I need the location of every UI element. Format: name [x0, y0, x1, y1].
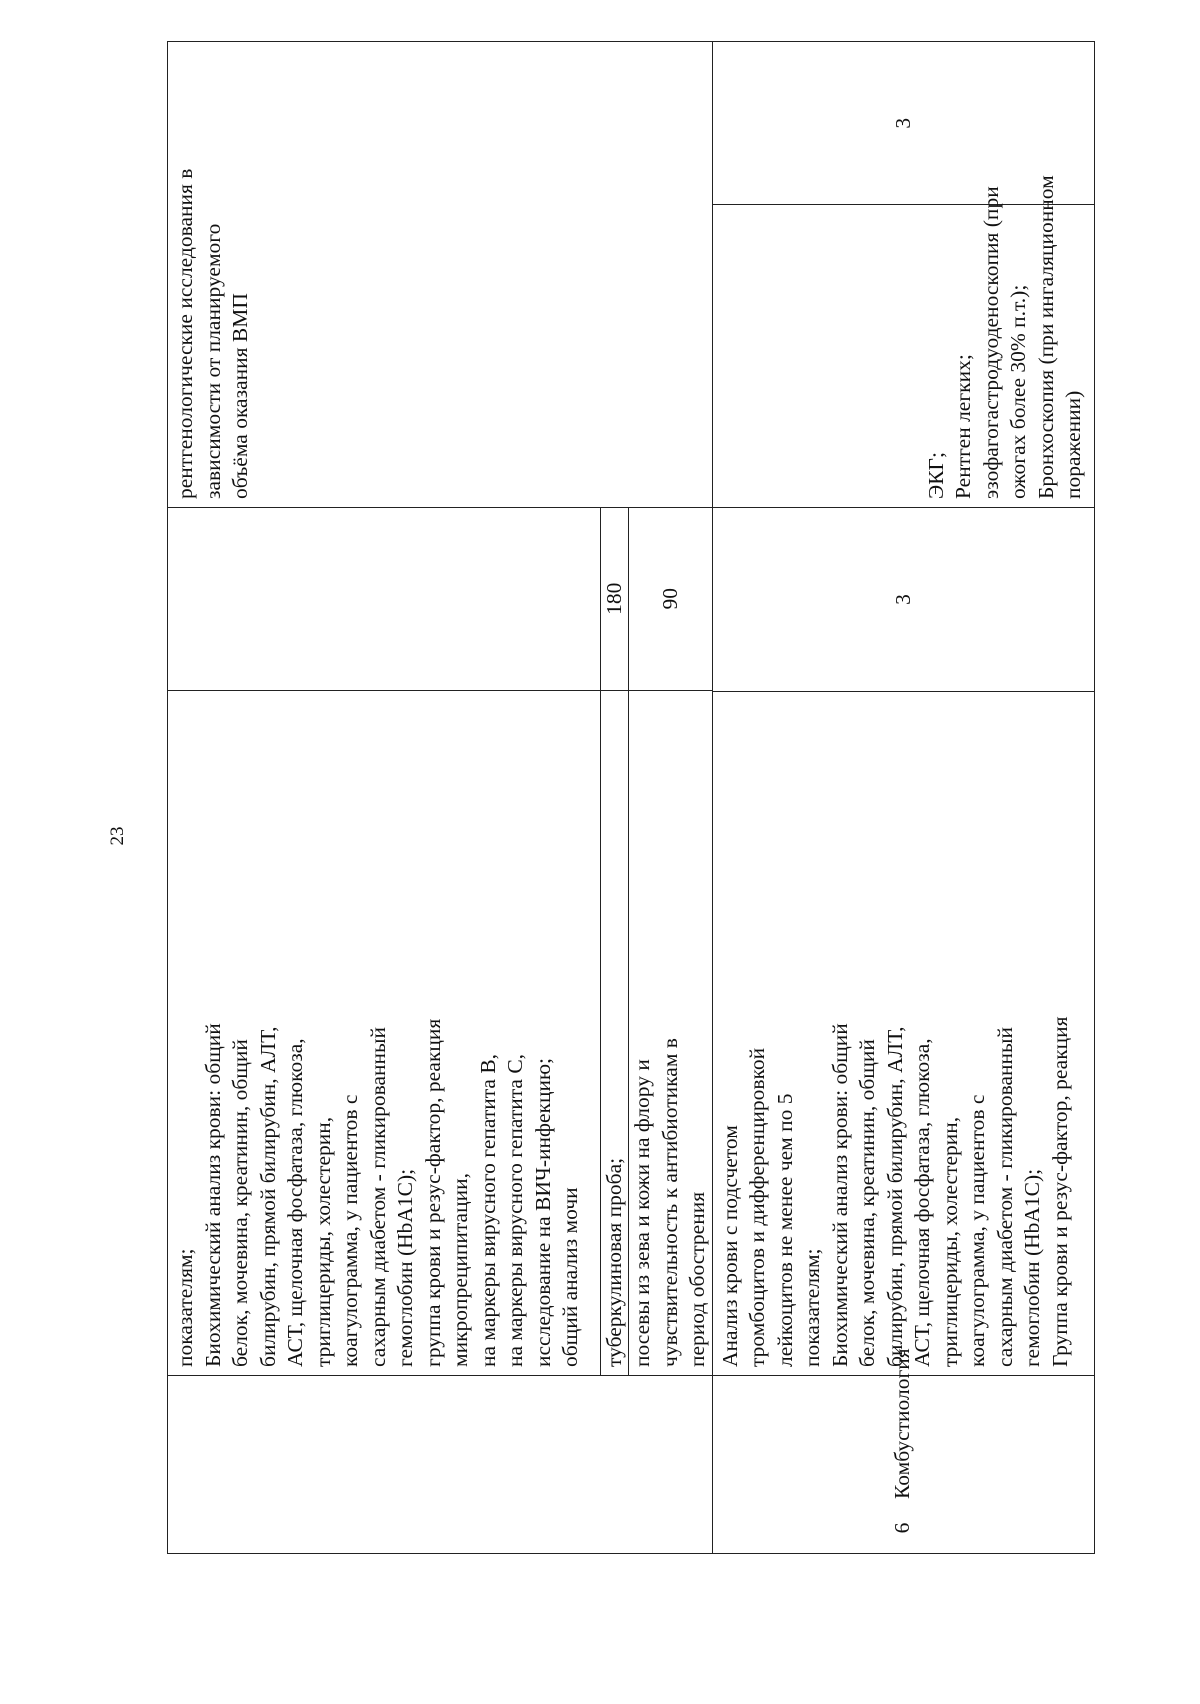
analysis-line: Группа крови и резус-фактор, реакция [1047, 1016, 1072, 1367]
analysis-line: лейкоцитов не менее чем по 5 [772, 1093, 797, 1367]
analysis-line: Биохимический анализ крови: общий [827, 1023, 852, 1367]
analysis-line: показателям; [173, 1248, 197, 1367]
instrumental-line: поражении) [1061, 390, 1085, 499]
analysis-line: сахарным диабетом - гликированный [365, 1027, 390, 1367]
duration-cell [168, 507, 600, 691]
cultures-duration: 90 [629, 507, 712, 691]
instrumental-cell [168, 42, 713, 508]
analysis-line: Анализ крови с подсчетом [717, 1125, 742, 1367]
profile-name: Комбустиология [890, 1348, 915, 1499]
analysis-line: Биохимический анализ крови: общий [200, 1023, 225, 1367]
analysis-line: тромбоцитов и дифференцировкой [745, 1047, 769, 1367]
analysis-line: период обострения [685, 1191, 709, 1367]
instrumental-line: объёма оказания ВМП [228, 293, 252, 499]
analysis-line: гемоглобин (HbA1C); [393, 1168, 417, 1367]
requirements-table [167, 41, 1095, 1554]
analysis-line: АСТ, щелочная фосфатаза, глюкоза, [910, 1038, 934, 1367]
instrumental-line: Рентген легких; [951, 354, 975, 499]
analysis-line: гемоглобин (HbA1C); [1020, 1168, 1044, 1367]
analysis-line: коагулограмма, у пациентов с [965, 1094, 989, 1367]
analysis-line: на маркеры вирусного гепатита B, [475, 1053, 500, 1367]
cultures-cell [629, 691, 712, 1375]
analysis-line: билирубин, прямой билирубин, АЛТ, [882, 1026, 907, 1367]
analysis-line: белок, мочевина, креатинин, общий [228, 1039, 252, 1367]
analysis-line: на маркеры вирусного гепатита C, [503, 1053, 527, 1367]
analysis-line: исследование на ВИЧ-инфекцию; [530, 1057, 555, 1367]
analysis-line: АСТ, щелочная фосфатаза, глюкоза, [283, 1038, 307, 1367]
instrumental-cell [713, 175, 1094, 507]
page-number: 23 [107, 826, 128, 846]
row-number-cell [168, 1376, 713, 1554]
analysis-line: чувствительность к антибиотикам в [657, 1038, 682, 1367]
tuberculin-duration: 180 [600, 507, 629, 691]
instrumental-line: Бронхоскопия (при ингаляционном [1033, 175, 1058, 499]
analysis-line: белок, мочевина, креатинин, общий [855, 1039, 879, 1367]
tuberculin-cell: туберкулиновая проба; [600, 691, 629, 1375]
instrumental-duration: 3 [713, 42, 1094, 205]
duration-cell: 3 [712, 508, 1094, 692]
row-number-text: 6 [890, 1522, 915, 1534]
instrumental-line: ожогах более 30% п.т.); [1006, 284, 1030, 499]
instrumental-line: эзофагогастродуоденоскопия (при [978, 186, 1003, 499]
analysis-line: посевы из зева и кожи на флору и [630, 1059, 654, 1367]
analysis-line: сахарным диабетом - гликированный [992, 1027, 1017, 1367]
analyses-block [168, 508, 713, 1376]
row-number [713, 1503, 1094, 1553]
analysis-line: триглицериды, холестерин, [310, 1116, 335, 1367]
analyses-cell [168, 691, 600, 1375]
analysis-line: группа крови и резус-фактор, реакция [420, 1018, 445, 1367]
instrumental-line: ЭКГ; [923, 452, 948, 499]
analyses-cell [712, 692, 1094, 1376]
analysis-line: триглицериды, холестерин, [937, 1116, 962, 1367]
analysis-line: показателям; [800, 1248, 824, 1367]
analysis-line: билирубин, прямой билирубин, АЛТ, [255, 1026, 280, 1367]
instrumental-line: рентгенологические исследования в [173, 168, 197, 499]
analysis-line: общий анализ мочи [558, 1187, 582, 1367]
table-row [712, 42, 1094, 1554]
table-row [168, 42, 713, 1554]
rotated-table-wrapper [167, 42, 1085, 1554]
analysis-line: микропреципитации, [448, 1173, 472, 1367]
instrumental-block [712, 42, 1094, 508]
profile-cell [712, 1348, 1094, 1554]
instrumental-line: зависимости от планируемого [200, 223, 225, 499]
analysis-line: коагулограмма, у пациентов с [338, 1094, 362, 1367]
